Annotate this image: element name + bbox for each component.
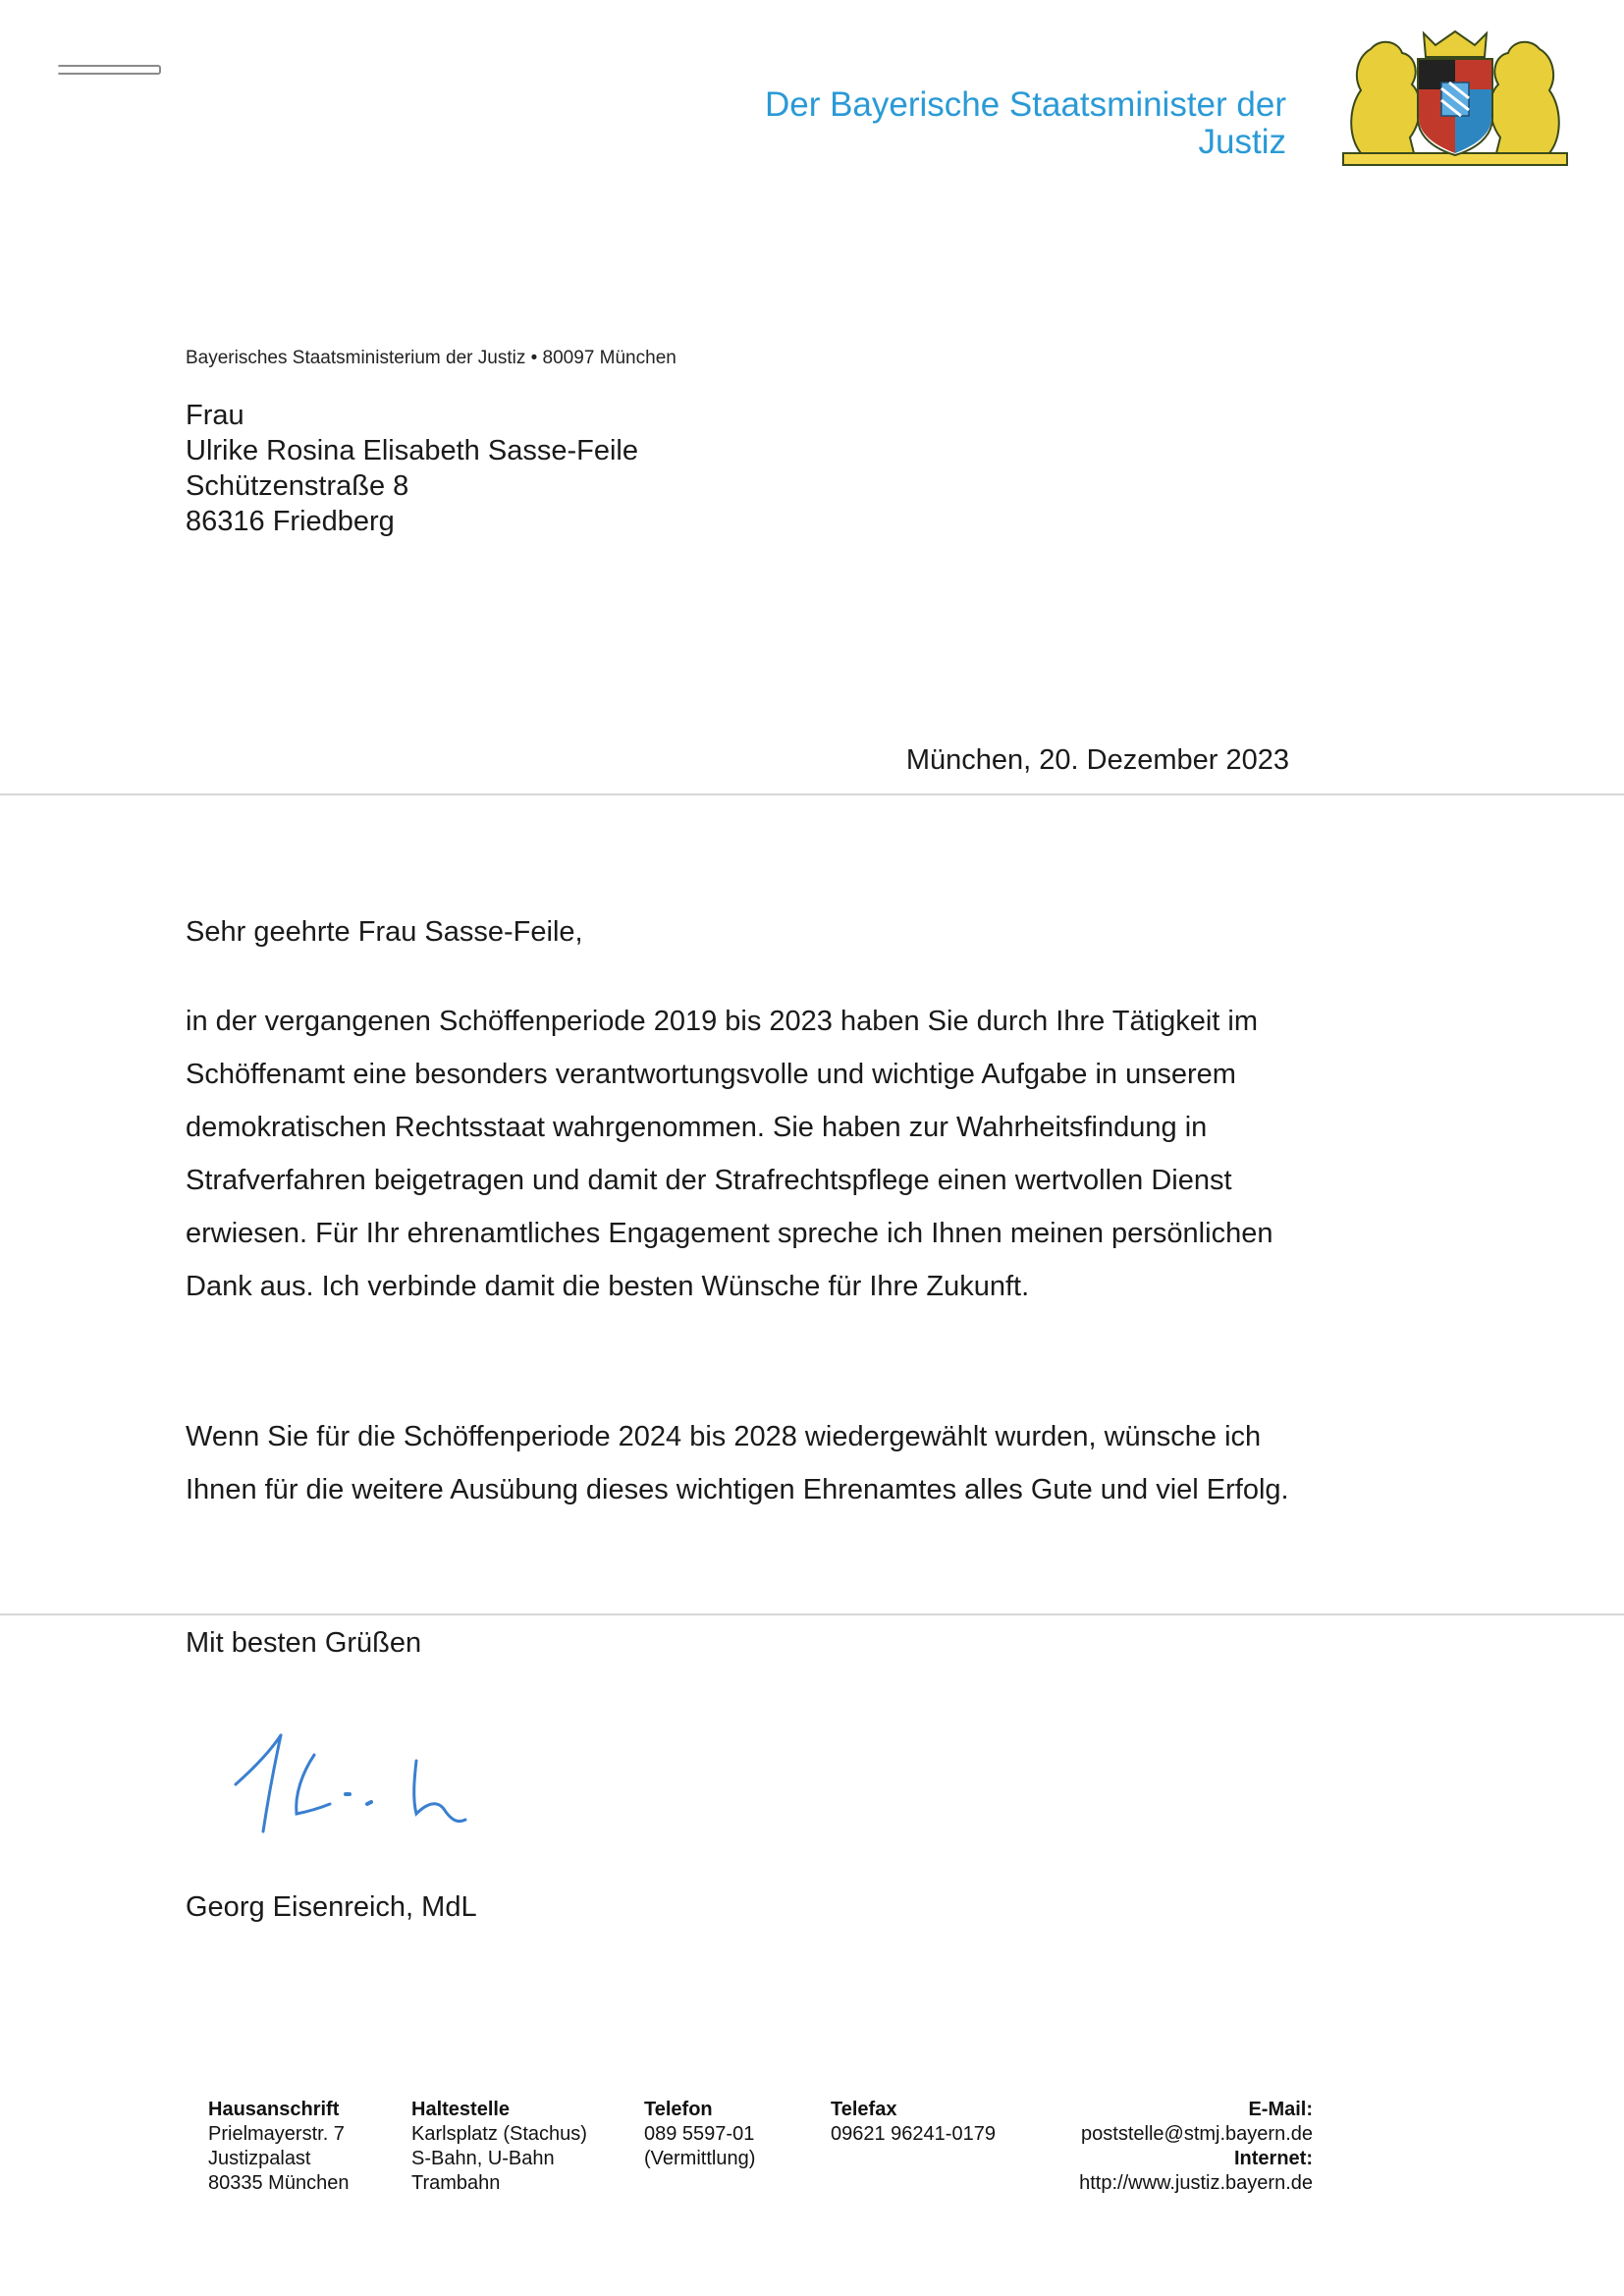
footer-hausanschrift — [208, 2098, 349, 2196]
footer-heading: Telefax — [831, 2099, 897, 2120]
footer-contact — [1079, 2098, 1313, 2196]
letter-date: München, 20. Dezember 2023 — [905, 744, 1289, 776]
footer-line: 09621 96241-0179 — [831, 2123, 996, 2145]
footer-internet: http://www.justiz.bayern.de — [1079, 2172, 1313, 2194]
salutation: Sehr geehrte Frau Sasse-Feile, — [186, 916, 583, 948]
footer-email-heading: E-Mail: — [1248, 2099, 1313, 2120]
footer-email: poststelle@stmj.bayern.de — [1081, 2123, 1313, 2145]
footer-line: Justizpalast — [208, 2148, 311, 2169]
footer-haltestelle — [411, 2098, 587, 2196]
footer-telefax — [831, 2098, 996, 2147]
footer-heading: Haltestelle — [411, 2099, 511, 2120]
footer-line: S-Bahn, U-Bahn — [411, 2148, 555, 2169]
footer-line: Trambahn — [411, 2172, 501, 2194]
footer-line: (Vermittlung) — [644, 2148, 756, 2169]
footer-line: Karlsplatz (Stachus) — [411, 2123, 587, 2145]
letterhead — [765, 86, 1286, 161]
footer-line: 089 5597-01 — [644, 2123, 755, 2145]
footer-telefon — [644, 2098, 755, 2171]
signer-name: Georg Eisenreich, MdL — [186, 1891, 477, 1923]
fold-line — [0, 1613, 1624, 1615]
footer-internet-heading: Internet: — [1234, 2148, 1313, 2169]
recipient-city: 86316 Friedberg — [186, 506, 395, 537]
letterhead-line-1: Der Bayerische Staatsminister der — [764, 85, 1286, 124]
fold-line — [0, 793, 1624, 795]
staple-mark — [57, 65, 161, 75]
body-paragraph: Wenn Sie für die Schöffenperiode 2024 bis 2028 wiedergewählt wurden, wünsche ich Ihnen für die weitere Ausübung dieses wichtigen Ehrenamtes alles Gute und viel Erfolg. — [186, 1421, 1289, 1505]
recipient-address — [186, 398, 638, 539]
recipient-street: Schützenstraße 8 — [186, 470, 409, 502]
footer-heading: Hausanschrift — [208, 2099, 340, 2120]
sender-return-address: Bayerisches Staatsministerium der Justiz • 80097 München — [186, 348, 677, 368]
footer-line: 80335 München — [208, 2172, 350, 2194]
recipient-salutation-line: Frau — [186, 400, 244, 431]
footer-heading: Telefon — [644, 2099, 713, 2120]
handwritten-signature — [224, 1714, 469, 1846]
closing: Mit besten Grüßen — [186, 1627, 422, 1659]
bavarian-coat-of-arms-icon — [1341, 27, 1569, 167]
recipient-name: Ulrike Rosina Elisabeth Sasse-Feile — [186, 435, 638, 466]
footer-line: Prielmayerstr. 7 — [208, 2123, 345, 2145]
body-paragraph: in der vergangenen Schöffenperiode 2019 bis 2023 haben Sie durch Ihre Tätigkeit im Schöffenamt eine besonders verantwortungsvolle und wichtige Aufgabe in unserem demokratischen Rechtsstaat wahrgenommen. Sie haben zur Wahrheitsfindung in Strafverfahren beigetragen und damit der Strafrechtspflege einen wertvollen Dienst erwiesen. Für Ihr ehrenamtliches Engagement spreche ich Ihnen meinen persönlichen Dank aus. Ich verbinde damit die besten Wünsche für Ihre Zukunft. — [186, 1006, 1273, 1302]
letterhead-line-2: Justiz — [1198, 123, 1286, 161]
